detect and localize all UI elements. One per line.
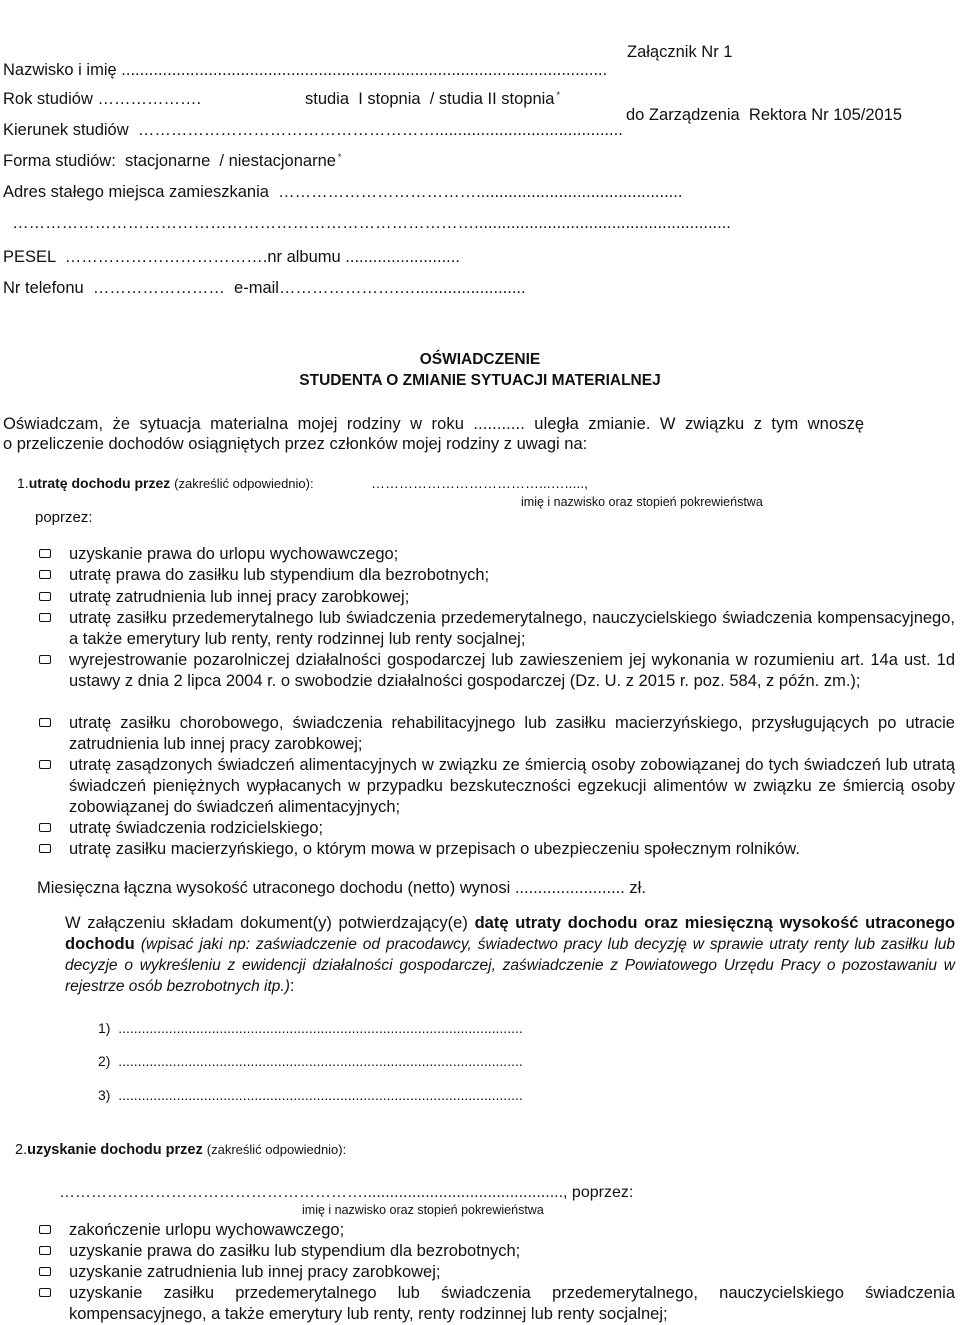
study-level-choice[interactable] [305, 89, 560, 109]
loss-item-text: utratę świadczenia rodzicielskiego; [69, 819, 324, 837]
attachments-text: W załączeniu składam dokument(y) potwierdzający(e) [65, 914, 475, 932]
loss-item-1[interactable] [39, 544, 955, 565]
loss-item-text: utratę zasiłku chorobowego, świadczenia rehabilitacyjnego lub zasiłku macierzyńskiego, przysługujących po utracie zatrudnienia lub innej pracy zarobkowej; [69, 714, 955, 753]
annex-line-1: Załącznik Nr 1 [627, 43, 733, 61]
section-1-hint: (zakreślić odpowiednio): [174, 476, 314, 491]
pesel-album-field[interactable]: PESEL ……………………………….nr albumu ......................... [3, 248, 460, 266]
study-level-text: studia I stopnia / studia II stopnia [305, 90, 555, 108]
monthly-income-field[interactable]: Miesięczna łączna wysokość utraconego dochodu (netto) wynosi ........................ zł. [37, 879, 646, 897]
loss-item-8[interactable] [39, 818, 955, 839]
document-subtitle: STUDENTA O ZMIANIE SYTUACJI MATERIALNEJ [299, 372, 661, 389]
gain-item-2[interactable] [39, 1241, 955, 1262]
loss-item-9[interactable] [39, 839, 955, 860]
gain-item-text: zakończenie urlopu wychowawczego; [69, 1221, 345, 1239]
section-1-person-label: imię i nazwisko oraz stopień pokrewieństwa [521, 495, 763, 509]
section-2-person-field[interactable]: …………………………………………………............................................., poprzez: [59, 1184, 634, 1201]
asterisk: * [337, 152, 342, 162]
annex-line-2: do Zarządzenia Rektora Nr 105/2015 [626, 106, 903, 124]
section-1-poprzez: poprzez: [35, 509, 93, 526]
gain-item-text: uzyskanie prawa do zasiłku lub stypendium dla bezrobotnych; [69, 1242, 521, 1260]
loss-item-text: utratę zatrudnienia lub innej pracy zarobkowej; [69, 588, 410, 606]
gain-item-text: uzyskanie zasiłku przedemerytalnego lub świadczenia przedemerytalnego, nauczycielskiego świadczenia kompensacyjnego, a także emerytury lub renty, renty rodzinnej lub renty socjalnej; [69, 1284, 955, 1323]
checkbox-icon[interactable] [39, 592, 51, 601]
checkbox-icon[interactable] [39, 1246, 51, 1255]
field-of-study-field[interactable]: Kierunek studiów ………………………………………………......................................... [3, 121, 623, 139]
phone-email-field[interactable]: Nr telefonu …………………… e-mail………………….…........................ [3, 279, 526, 297]
checkbox-icon[interactable] [39, 655, 51, 664]
attachments-italic: (wpisać jaki np: zaświadczenie od pracodawcy, świadectwo pracy lub decyzję w sprawie utraty renty lub zasiłku lub decyzje o wykreśleniu z ewidencji działalności gospodarczej, zaświadczenie z Powiatowego Urzędu Pracy o pozostawaniu w rejestrze osób bezrobotnych itp.) [65, 936, 955, 995]
study-year-field[interactable]: Rok studiów ………………. [3, 90, 202, 108]
attachments-bold: datę utraty dochodu oraz miesięczną wysokość utraconego dochodu [65, 914, 955, 953]
gain-item-4[interactable] [39, 1283, 955, 1325]
section-1-person-field[interactable]: ………………………………...…....., [371, 475, 589, 491]
gain-item-text: uzyskanie zatrudnienia lub innej pracy zarobkowej; [69, 1263, 441, 1281]
loss-item-6[interactable] [39, 713, 955, 755]
loss-item-text: utratę prawa do zasiłku lub stypendium dla bezrobotnych; [69, 566, 490, 584]
checkbox-icon[interactable] [39, 1267, 51, 1276]
section-1-heading-text: utratę dochodu przez [28, 475, 171, 491]
section-2-number: 2. [15, 1142, 28, 1158]
loss-item-text: uzyskanie prawa do urlopu wychowawczego; [69, 545, 399, 563]
checkbox-icon[interactable] [39, 760, 51, 769]
attachments-paragraph [65, 913, 955, 997]
checkbox-icon[interactable] [39, 570, 51, 579]
loss-item-4[interactable] [39, 608, 955, 650]
checkbox-icon[interactable] [39, 844, 51, 853]
loss-item-3[interactable] [39, 587, 955, 608]
document-field-3[interactable]: 3) ........................................................................................................ [98, 1087, 523, 1103]
study-form-text: Forma studiów: stacjonarne / niestacjonarne [3, 152, 336, 170]
checkbox-icon[interactable] [39, 1288, 51, 1297]
asterisk: * [556, 90, 560, 100]
section-2-heading-text: uzyskanie dochodu przez [27, 1142, 203, 1158]
gain-item-1[interactable] [39, 1220, 955, 1241]
address-field[interactable]: Adres stałego miejsca zamieszkania ………………………………............................................. [3, 183, 683, 201]
name-field[interactable]: Nazwisko i imię .......................................................................................................... [3, 61, 608, 79]
loss-item-text: utratę zasiłku macierzyńskiego, o którym mowa w przepisach o ubezpieczeniu społecznym rolników. [69, 840, 800, 858]
checkbox-icon[interactable] [39, 549, 51, 558]
section-1-number: 1. [17, 475, 29, 491]
checkbox-icon[interactable] [39, 1225, 51, 1234]
attachments-colon: : [289, 977, 295, 995]
address-continuation-field[interactable]: …………………………………………………………………………........................................................ [3, 214, 731, 232]
section-2-heading [15, 1141, 346, 1159]
loss-item-2[interactable] [39, 565, 955, 586]
loss-item-text: utratę zasiłku przedemerytalnego lub świadczenia przedemerytalnego, nauczycielskiego świadczenia kompensacyjnego, a także emerytury lub renty, renty rodzinnej lub renty socjalnej; [69, 609, 955, 648]
document-field-1[interactable]: 1) ........................................................................................................ [98, 1020, 523, 1036]
declaration-line-1: Oświadczam, że sytuacja materialna mojej rodziny w roku ........... uległa zmianie. W związku z tym wnoszę [3, 415, 865, 433]
checkbox-icon[interactable] [39, 823, 51, 832]
section-2-hint: (zakreślić odpowiednio): [206, 1142, 347, 1157]
loss-item-7[interactable] [39, 755, 955, 818]
study-form-choice[interactable] [3, 151, 341, 171]
checkbox-icon[interactable] [39, 613, 51, 622]
section-2-person-label: imię i nazwisko oraz stopień pokrewieństwa [302, 1203, 544, 1217]
declaration-line-2: o przeliczenie dochodów osiągniętych przez członków mojej rodziny z uwagi na: [3, 435, 588, 453]
section-1-heading [17, 474, 314, 493]
loss-item-text: wyrejestrowanie pozarolniczej działalności gospodarczej lub zawieszeniem jej wykonania w rozumieniu art. 14a ust. 1d ustawy z dnia 2 lipca 2004 r. o swobodzie działalności gospodarczej (Dz. U. z 2015 r. poz. 584, z późn. zm.); [69, 651, 955, 690]
loss-item-5[interactable] [39, 650, 955, 692]
study-year-row [3, 89, 560, 109]
gain-item-3[interactable] [39, 1262, 955, 1283]
annex-header [626, 0, 902, 147]
loss-item-text: utratę zasądzonych świadczeń alimentacyjnych w związku ze śmiercią osoby zobowiązanej do tych świadczeń lub utratą świadczeń pieniężnych wypłacanych w przypadku bezskuteczności egzekucji alimentów w związku ze śmiercią osoby zobowiązanej do świadczeń alimentacyjnych; [69, 756, 955, 816]
document-title: OŚWIADCZENIE [419, 351, 541, 368]
checkbox-icon[interactable] [39, 718, 51, 727]
document-field-2[interactable]: 2) ........................................................................................................ [98, 1053, 523, 1069]
